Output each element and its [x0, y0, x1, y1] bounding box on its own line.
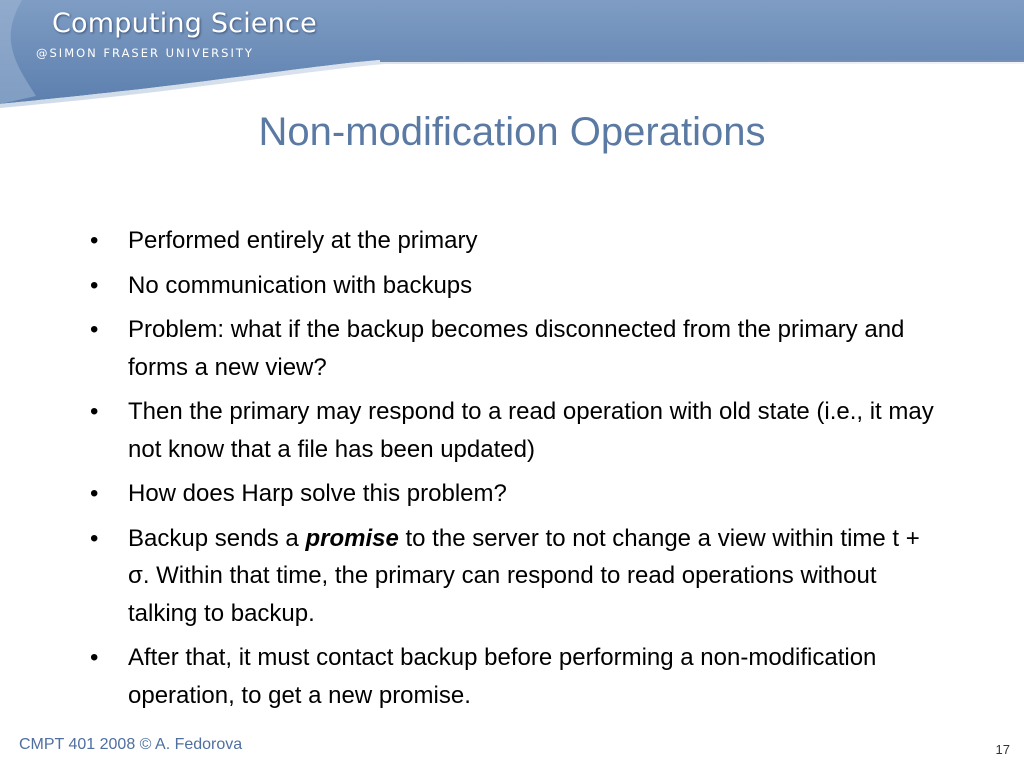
bullet-dot-icon: • [90, 271, 99, 299]
bullet-item [86, 639, 946, 714]
bullet-dot-icon: • [90, 524, 99, 552]
bullet-dot-icon: • [90, 480, 99, 507]
bullet-dot-icon: • [90, 227, 99, 254]
bullet-item [86, 267, 946, 305]
bullet-dot-icon: • [90, 644, 99, 671]
bullet-item [86, 311, 946, 386]
bullet-item [86, 393, 946, 468]
brand-subtitle: @SIMON FRASER UNIVERSITY [36, 46, 254, 60]
promise-emphasis: promise [305, 524, 399, 552]
bullet-text: Problem: what if the backup becomes disconnected from the primary and forms a new view? [128, 316, 905, 381]
brand-title: Computing Science [52, 8, 317, 39]
header-banner [0, 0, 1024, 110]
slide-title: Non-modification Operations [258, 110, 766, 154]
bullet-item [86, 475, 946, 513]
bullet-dot-icon: • [90, 398, 99, 425]
bullet-text: How does Harp solve this problem? [128, 480, 507, 507]
bullet-text: After that, it must contact backup before performing a non-modification operation, to get a new promise. [128, 644, 877, 709]
bullet-item [86, 222, 946, 260]
bullet-item [86, 520, 946, 633]
footer-credit: CMPT 401 2008 © A. Fedorova [19, 736, 243, 753]
bullet-text: No communication with backups [128, 271, 473, 299]
bullet-list [86, 222, 946, 721]
page-number: 17 [995, 742, 1010, 757]
bullet-text-before: Backup sends a [128, 524, 306, 552]
bullet-text: Then the primary may respond to a read operation with old state (i.e., it may not know that a file has been updated) [128, 398, 934, 463]
bullet-text: Performed entirely at the primary [128, 227, 478, 254]
bullet-text-after: to the server to not change a view within time t + σ. Within that time, the primary can respond to read operations without talking to backup. [128, 524, 920, 627]
bullet-dot-icon: • [90, 316, 99, 343]
